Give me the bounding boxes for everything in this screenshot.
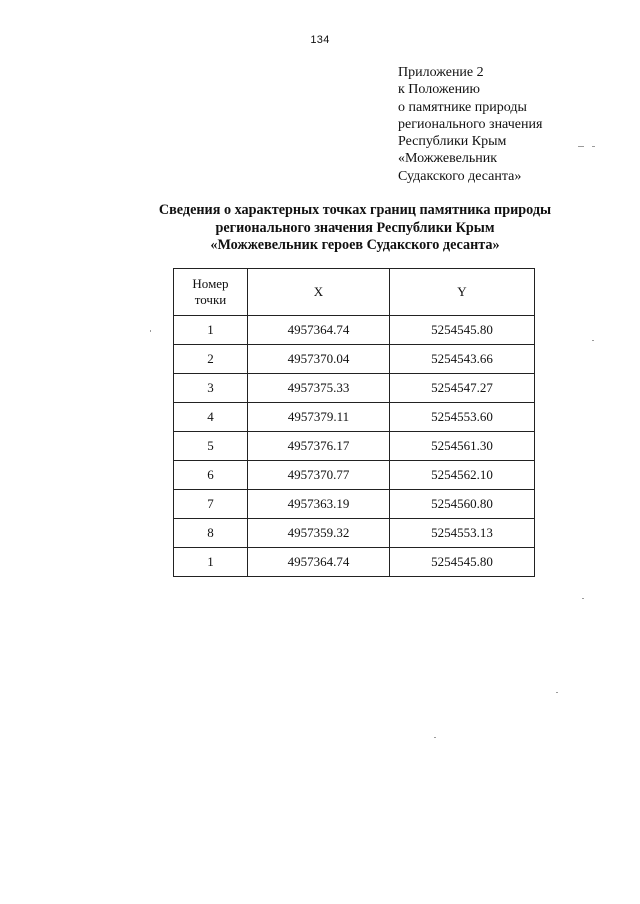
table-row [174,519,535,548]
cell-y: 5254543.66 [390,345,535,374]
table-header-row [174,269,535,316]
cell-point-number: 1 [174,548,248,577]
header-x: X [248,269,390,316]
table-row [174,490,535,519]
table-row [174,403,535,432]
table-row [174,345,535,374]
title-line: Сведения о характерных точках границ памятника природы [158,202,552,218]
cell-x: 4957364.74 [248,316,390,345]
cell-x: 4957370.04 [248,345,390,374]
cell-y: 5254547.27 [390,374,535,403]
cell-y: 5254562.10 [390,461,535,490]
cell-x: 4957363.19 [248,490,390,519]
title-line: «Можжевельник героев Судакского десанта» [210,237,500,253]
cell-point-number: 3 [174,374,248,403]
document-title [0,202,640,255]
cell-y: 5254560.80 [390,490,535,519]
cell-point-number: 8 [174,519,248,548]
appendix-line: о памятнике природы [398,99,527,115]
boundary-points-table [173,268,535,577]
scan-speck [556,692,558,693]
scan-speck [578,146,584,147]
cell-x: 4957376.17 [248,432,390,461]
cell-point-number: 7 [174,490,248,519]
appendix-line: Приложение 2 [398,65,484,80]
cell-y: 5254561.30 [390,432,535,461]
cell-y: 5254545.80 [390,548,535,577]
cell-x: 4957370.77 [248,461,390,490]
scan-speck [150,330,151,332]
appendix-line: Судакского десанта» [398,168,522,184]
title-line: регионального значения Республики Крым [215,219,495,236]
appendix-note [398,64,542,185]
appendix-line: «Можжевельник [398,151,498,167]
header-point-number-line1: Номер [192,276,229,291]
cell-y: 5254553.13 [390,519,535,548]
table-row [174,548,535,577]
cell-x: 4957364.74 [248,548,390,577]
appendix-line: к Положению [398,82,481,98]
table-row [174,461,535,490]
appendix-line: Республики Крым [398,134,507,150]
cell-point-number: 6 [174,461,248,490]
cell-point-number: 5 [174,432,248,461]
cell-x: 4957375.33 [248,374,390,403]
cell-point-number: 2 [174,345,248,374]
page-number: 134 [310,34,330,46]
scan-speck [592,340,594,341]
cell-y: 5254553.60 [390,403,535,432]
cell-x: 4957379.11 [248,403,390,432]
header-y: Y [390,269,535,316]
header-point-number [174,269,248,316]
cell-x: 4957359.32 [248,519,390,548]
appendix-line: регионального значения [398,116,543,132]
scan-speck [434,737,436,738]
cell-point-number: 1 [174,316,248,345]
table-row [174,316,535,345]
table-row [174,374,535,403]
scan-speck [582,598,584,599]
table-row [174,432,535,461]
cell-y: 5254545.80 [390,316,535,345]
scan-speck [592,146,595,147]
cell-point-number: 4 [174,403,248,432]
header-point-number-line2: точки [194,292,227,307]
